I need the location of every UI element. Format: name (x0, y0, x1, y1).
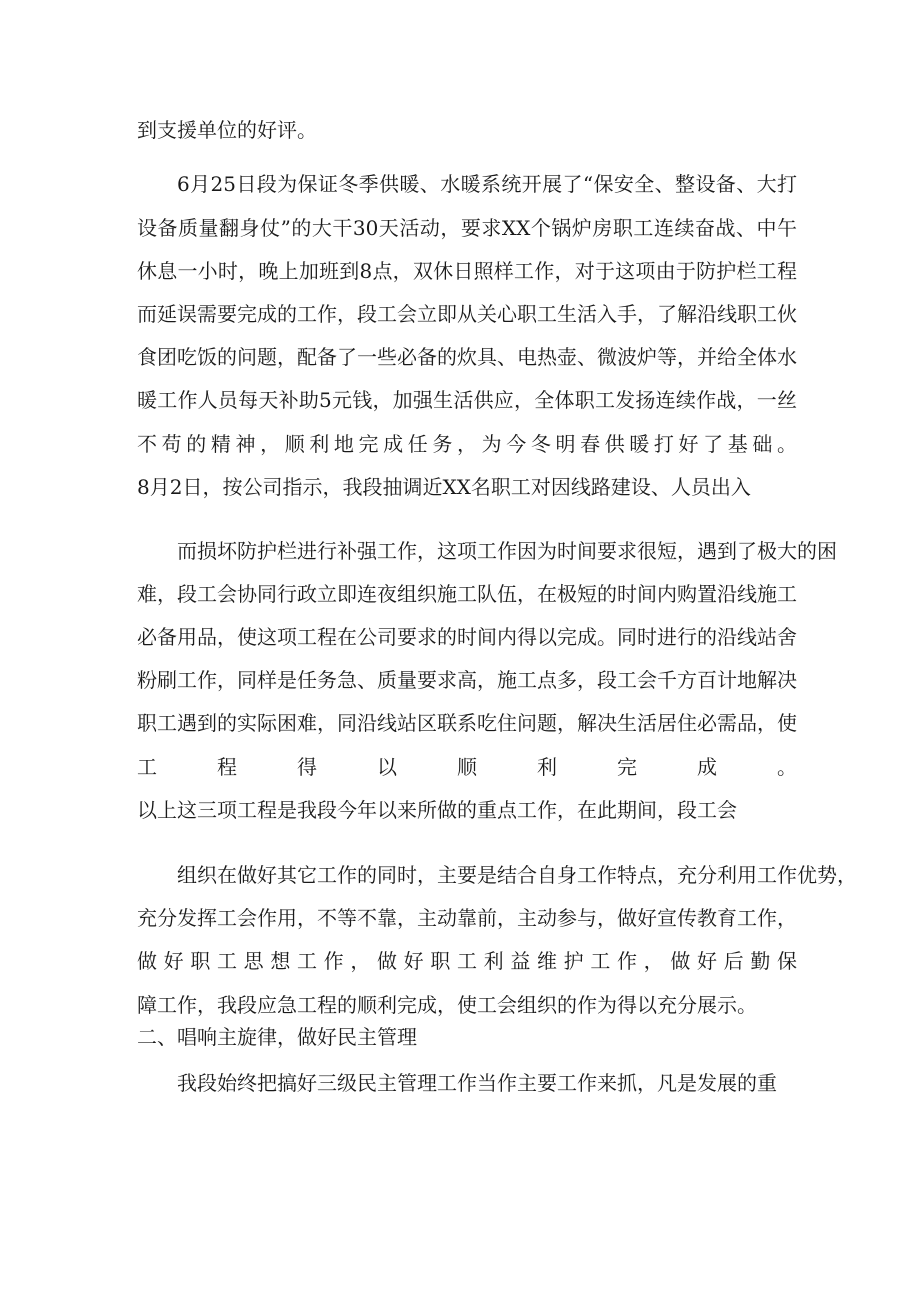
text-line: 8月2日，按公司指示，我段抽调近XX名职工对因线路建设、人员出入 (137, 475, 751, 499)
text-line: 必备用品，使这项工程在公司要求的时间内得以完成。同时进行的沿线站舍 (137, 625, 797, 649)
text-line: 职工遇到的实际困难，同沿线站区联系吃住问题，解决生活居住必需品，使 (137, 711, 797, 735)
text-line: 食团吃饭的问题，配备了一些必备的炊具、电热壶、微波炉等，并给全体水 (137, 345, 797, 369)
text-line: 而延误需要完成的工作，段工会立即从关心职工生活入手，了解沿线职工伙 (137, 302, 797, 326)
text-line: 休息一小时，晚上加班到8点，双休日照样工作，对于这项由于防护栏工程 (137, 259, 797, 283)
text-line: 而损坏防护栏进行补强工作，这项工作因为时间要求很短，遇到了极大的困 (177, 539, 837, 563)
text-line: 障工作，我段应急工程的顺利完成，使工会组织的作为得以充分展示。 (137, 993, 757, 1017)
text-line: 组织在做好其它工作的同时，主要是结合自身工作特点，充分利用工作优势， (177, 863, 857, 887)
text-line (177, 1123, 797, 1151)
text-line: 6月25日段为保证冬季供暖、水暖系统开展了“保安全、整设备、大打 (177, 172, 797, 196)
text-line: 到支援单位的好评。 (137, 118, 317, 142)
text-line: 暖工作人员每天补助5元钱，加强生活供应，全体职工发扬连续作战，一丝 (137, 388, 797, 412)
text-line: 以上这三项工程是我段今年以来所做的重点工作，在此期间，段工会 (137, 798, 737, 822)
text-line: 设备质量翻身仗”的大干30天活动，要求XX个锅炉房职工连续奋战、中午 (137, 216, 797, 240)
section-heading: 我段始终把搞好三级民主管理工作当作主要工作来抓，凡是发展的重 (177, 1071, 777, 1095)
text-line: 二、唱响主旋律，做好民主管理 (137, 1025, 417, 1049)
text-line: 工程得以顺利完成。 (137, 755, 797, 779)
text-line: 粉刷工作，同样是任务急、质量要求高，施工点多，段工会千方百计地解决 (137, 668, 797, 692)
text-line: 不苟的精神，顺利地完成任务，为今冬明春供暖打好了基础。 (137, 432, 797, 456)
text-line: 做好职工思想工作，做好职工利益维护工作，做好后勤保 (137, 949, 797, 973)
text-line: 充分发挥工会作用，不等不靠，主动靠前，主动参与，做好宣传教育工作， (137, 906, 797, 930)
text-line: 难，段工会协同行政立即连夜组织施工队伍，在极短的时间内购置沿线施工 (137, 582, 797, 606)
